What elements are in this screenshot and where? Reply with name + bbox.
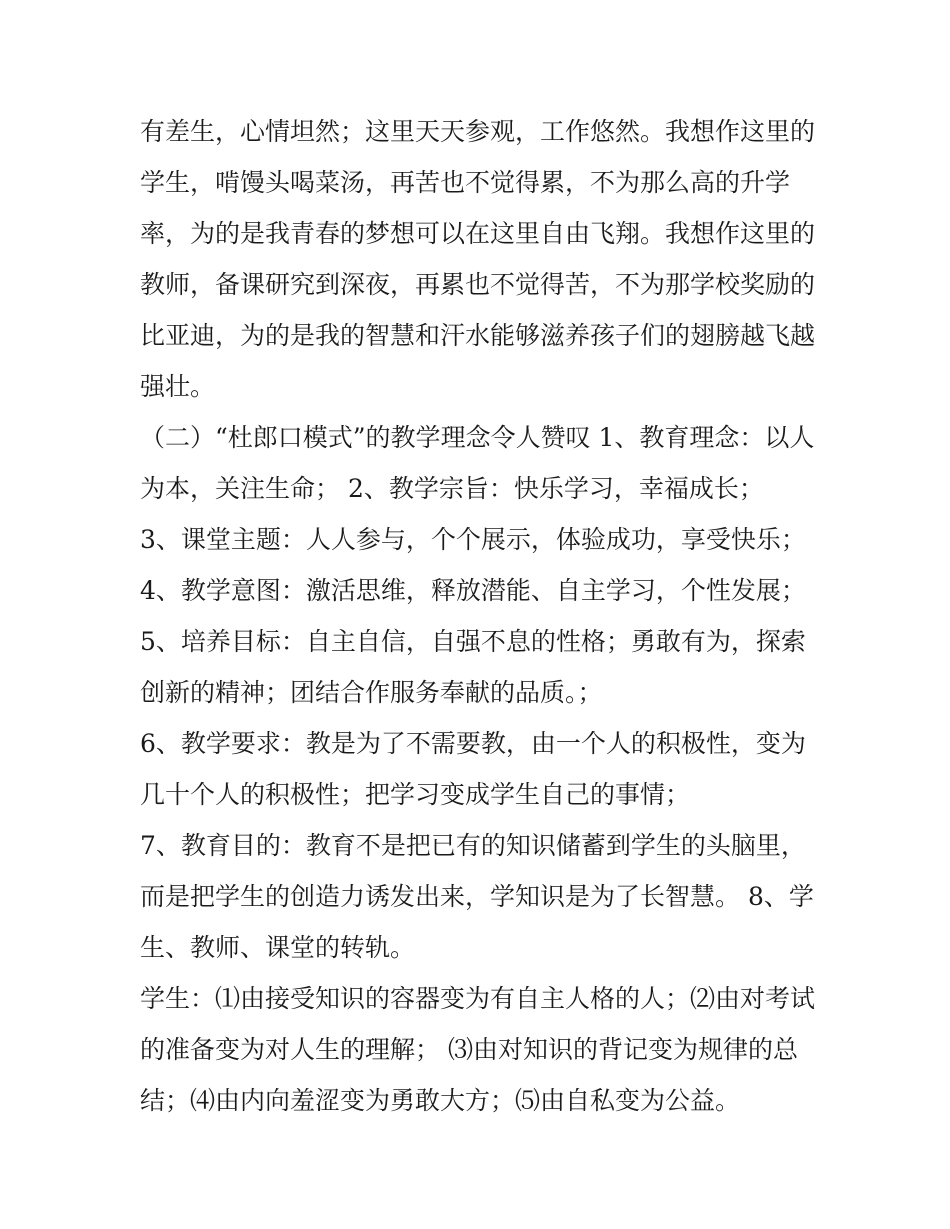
text-line: 几十个人的积极性；把学习变成学生自己的事情； [140,780,691,809]
body-text [140,106,820,1126]
text-line: 比亚迪，为的是我的智慧和汗水能够滋养孩子们的翅膀越飞越 [140,321,816,350]
text-line: 3、课堂主题：人人参与，个个展示，体验成功，享受快乐； [140,525,806,554]
text-line: 有差生，心情坦然；这里天天参观，工作悠然。我想作这里的 [140,117,816,146]
text-line: 生、教师、课堂的转轨。 [140,933,416,962]
text-line: 为本，关注生命； 2、教学宗旨：快乐学习，幸福成长； [140,474,764,503]
text-line: 5、培养目标：自主自信，自强不息的性格；勇敢有为，探索 [140,627,806,656]
text-line: 教师，备课研究到深夜，再累也不觉得苦，不为那学校奖励的 [140,270,816,299]
text-line: 的准备变为对人生的理解； ⑶由对知识的背记变为规律的总 [140,1035,798,1064]
text-line: 7、教育目的：教育不是把已有的知识储蓄到学生的头脑里， [140,831,806,860]
text-line: 4、教学意图：激活思维，释放潜能、自主学习，个性发展； [140,576,806,605]
text-line: 学生，啃馒头喝菜汤，再苦也不觉得累，不为那么高的升学 [140,168,791,197]
text-line: 6、教学要求：教是为了不需要教，由一个人的积极性，变为 [140,729,806,758]
text-line: 结；⑷由内向羞涩变为勇敢大方；⑸由自私变为公益。 [140,1086,741,1115]
text-line: 率，为的是我青春的梦想可以在这里自由飞翔。我想作这里的 [140,219,816,248]
text-line: 而是把学生的创造力诱发出来，学知识是为了长智慧。 8、学 [140,882,814,911]
text-line: 学生：⑴由接受知识的容器变为有自主人格的人；⑵由对考试 [140,984,816,1013]
text-line: （二）“杜郎口模式”的教学理念令人赞叹 1、教育理念：以人 [140,423,815,452]
text-line: 强壮。 [140,372,216,401]
text-line: 创新的精神；团结合作服务奉献的品质。； [140,678,603,707]
